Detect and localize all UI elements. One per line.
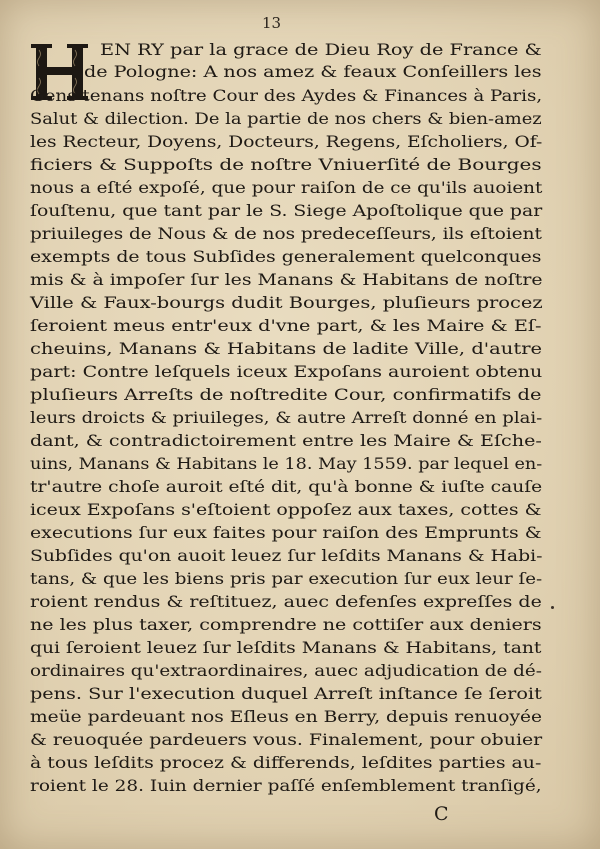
text-line: Gens tenans noſtre Cour des Aydes & Finances à Paris,: [30, 87, 543, 105]
text-line: ſouſtenu, que tant par le S. Siege Apoſtolique que par: [30, 202, 543, 220]
page-number: 13: [262, 14, 282, 32]
text-line: uins, Manans & Habitans le 18. May 1559. par lequel en-: [30, 455, 543, 473]
ink-speck: [551, 606, 554, 609]
text-line: priuileges de Nous & de nos predeceſſeurs, ils eſtoient: [30, 225, 542, 243]
text-line: EN RY par la grace de Dieu Roy de France &: [100, 41, 542, 59]
text-line: part: Contre leſquels iceux Expoſans auroient obtenu: [30, 363, 543, 381]
text-line: à tous leſdits procez & differends, leſdites parties au-: [30, 754, 542, 772]
catchword: C: [434, 803, 449, 825]
text-line: leurs droicts & priuileges, & autre Arreſt donné en plai-: [30, 409, 543, 427]
text-line: Subſides qu'on auoit leuez ſur leſdits Manans & Habi-: [30, 547, 543, 565]
text-line: ſeroient meus entr'eux d'vne part, & les Maire & Eſ-: [30, 317, 542, 335]
text-line: de Pologne: A nos amez & feaux Conſeillers les: [84, 63, 542, 81]
text-line: cheuins, Manans & Habitans de ladite Ville, d'autre: [30, 340, 543, 358]
text-line: dant, & contradictoirement entre les Maire & Eſche-: [30, 432, 542, 450]
text-line: ficiers & Suppoſts de noſtre Vniuerſité de Bourges: [30, 156, 542, 174]
text-line: iceux Expoſans s'eſtoient oppoſez aux taxes, cottes &: [30, 501, 542, 519]
text-line: ordinaires qu'extraordinaires, auec adjudication de dé-: [30, 662, 542, 680]
text-line: roient le 28. Iuin dernier paſſé enſemblement tranſigé,: [30, 777, 542, 795]
text-line: qui ſeroient leuez ſur leſdits Manans & Habitans, tant: [30, 639, 542, 657]
text-line: roient rendus & reſtituez, auec defenſes expreſſes de: [30, 593, 542, 611]
text-line: tans, & que les biens pris par execution ſur eux leur ſe-: [30, 570, 543, 588]
text-line: pluſieurs Arreſts de noſtredite Cour, confirmatifs de: [30, 386, 542, 404]
text-line: pens. Sur l'execution duquel Arreſt inſtance ſe ſeroit: [30, 685, 542, 703]
text-line: meüe pardeuant nos Eſleus en Berry, depuis renuoyée: [30, 708, 543, 726]
text-line: mis & à impoſer ſur les Manans & Habitans de noſtre: [30, 271, 543, 289]
text-line: exempts de tous Subſides generalement quelconques: [30, 248, 542, 266]
text-line: les Recteur, Doyens, Docteurs, Regens, Eſcholiers, Of-: [30, 133, 543, 151]
text-line: Ville & Faux-bourgs dudit Bourges, pluſieurs procez: [30, 294, 543, 312]
text-line: tr'autre choſe auroit eſté dit, qu'à bonne & iuſte cauſe: [30, 478, 543, 496]
text-line: Salut & dilection. De la partie de nos chers & bien-amez: [30, 110, 542, 128]
text-line: ne les plus taxer, comprendre ne cottiſer aux deniers: [30, 616, 542, 634]
text-line: nous a eſté expoſé, que pour raiſon de ce qu'ils auoient: [30, 179, 543, 197]
text-line: executions ſur eux faites pour raiſon des Emprunts &: [30, 524, 542, 542]
text-line: & reuoquée pardeuers vous. Finalement, pour obuier: [30, 731, 543, 749]
